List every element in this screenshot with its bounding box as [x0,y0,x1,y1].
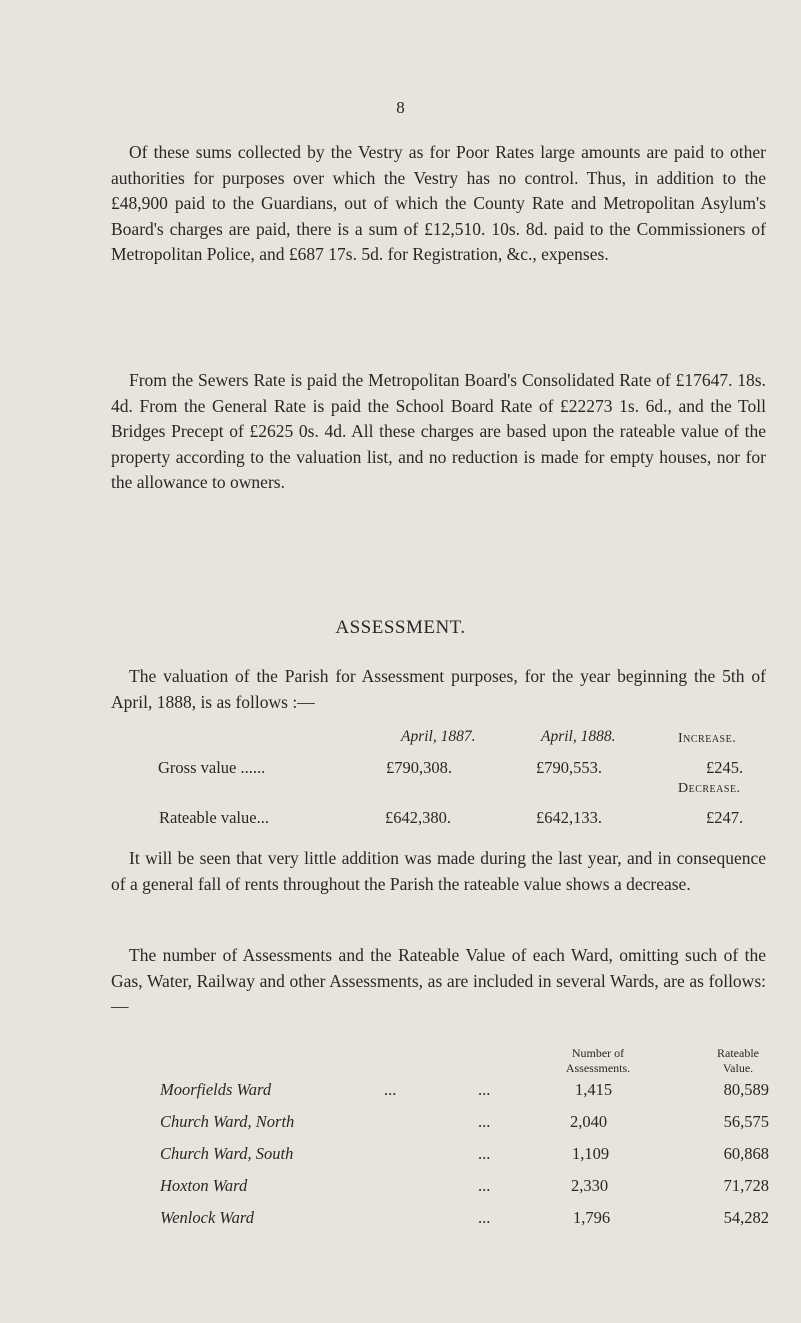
ward-name: Church Ward, North [160,1112,295,1131]
ward-value: 71,728 [723,1176,769,1195]
row-label-gross: Gross value ...... [158,758,266,777]
section-heading: ASSESSMENT. [335,617,466,638]
rateable-decrease: £247. [706,808,744,827]
page-number: 8 [396,98,405,117]
ward-assessments: 1,109 [572,1144,610,1163]
paragraph-wards-intro: The number of Assessments and the Rateable Value of each Ward, omitting such of the Gas, Water, Railway and other Assessments, as are included in several Wards, are as follows:— [111,945,766,1016]
ward-value: 56,575 [723,1112,769,1131]
ward-value: 60,868 [723,1144,769,1163]
ward-assessments: 1,796 [573,1208,611,1227]
paragraph-poor-rates: Of these sums collected by the Vestry as for Poor Rates large amounts are paid to other authorities for purposes over which the Vestry has no control. Thus, in addition to the £48,900 paid to the Guardians, out of which the County Rate and Metropolitan Asylum's Board's charges are paid, there is a sum of £12,510. 10s. 8d. paid to the Commissioners of Metropolitan Police, and £687 17s. 5d. for Registration, &c., expenses. [111,142,766,264]
rateable-1888: £642,133. [536,808,602,827]
ward-value: 54,282 [723,1208,769,1227]
ward-assessments: 1,415 [575,1080,613,1099]
row-label-rateable: Rateable value... [159,808,269,827]
rateable-1887: £642,380. [385,808,451,827]
ward-name: Church Ward, South [160,1144,294,1163]
col-header-1888: April, 1888. [541,728,616,745]
gross-1888: £790,553. [536,758,602,777]
leader-dots: ... [478,1176,491,1195]
leader-dots: ... [384,1080,397,1099]
gross-increase: £245. [706,758,744,777]
col-header-increase: Increase. [678,731,737,746]
paragraph-valuation-intro: The valuation of the Parish for Assessment purposes, for the year beginning the 5th of April, 1888, is as follows :— [111,666,766,712]
col-header-assessments: Number of Assessments. [565,1046,631,1075]
ward-name: Moorfields Ward [160,1080,272,1099]
ward-assessments: 2,040 [570,1112,608,1131]
col-header-1887: April, 1887. [401,728,476,745]
col-header-decrease: Decrease. [678,781,741,796]
ward-name: Hoxton Ward [160,1176,248,1195]
col-header-rateable-value: Rateable Value. [717,1046,759,1075]
gross-1887: £790,308. [386,758,452,777]
ward-assessments: 2,330 [571,1176,609,1195]
ward-name: Wenlock Ward [160,1208,254,1227]
paragraph-sewers-rate: From the Sewers Rate is paid the Metropolitan Board's Consolidated Rate of £17647. 18s. 4d. From the General Rate is paid the School Board Rate of £22273 1s. 6d., and the Toll Bridges Precept of £2625 0s. 4d. All these charges are based upon the rateable value of the property according to the valuation list, and no reduction is made for empty houses, nor for the allowance to owners. [111,370,766,492]
paragraph-decrease: It will be seen that very little addition was made during the last year, and in consequence of a general fall of rents throughout the Parish the rateable value shows a decrease. [111,848,766,894]
leader-dots: ... [478,1080,491,1099]
leader-dots: ... [478,1208,491,1227]
ward-value: 80,589 [723,1080,769,1099]
leader-dots: ... [478,1112,491,1131]
leader-dots: ... [478,1144,491,1163]
